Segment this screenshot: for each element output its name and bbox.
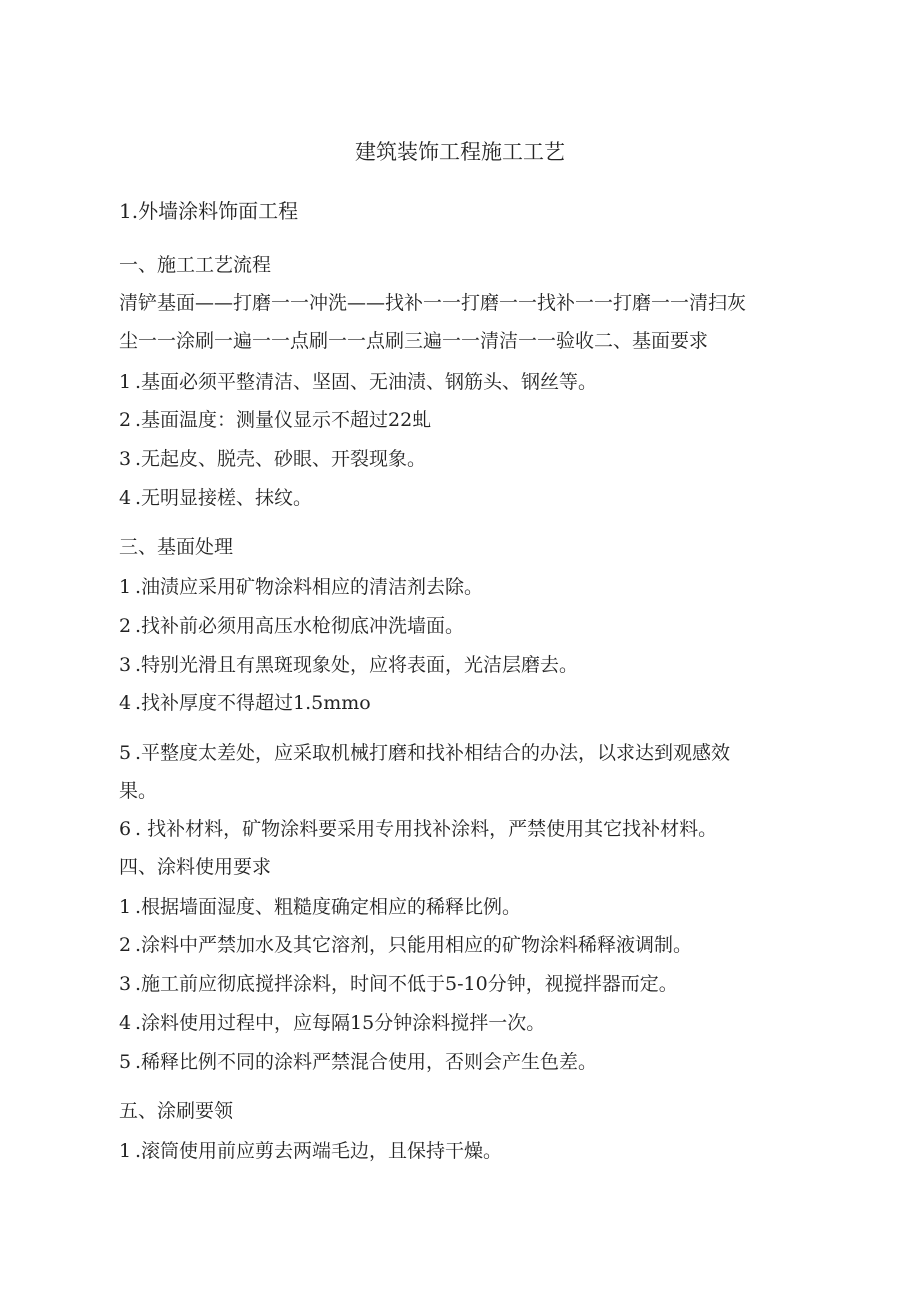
item-number: 5 [119,1051,132,1073]
item-number: 4 [119,487,132,509]
list-item [119,370,597,394]
list-item [119,653,578,677]
process-flow-line-2: 尘一一涂刷一遍一一点刷一一点刷三遍一一清洁一一验收二、基面要求 [119,330,709,352]
list-item [119,691,371,715]
item-text: .基面温度：测量仪显示不超过22虬 [135,409,432,431]
item-text: .基面必须平整清洁、坚固、无油渍、钢筋头、钢丝等。 [135,371,598,393]
item-number: 2 [119,615,132,637]
item-number: 4 [119,1012,132,1034]
item-number: 1 [119,896,132,918]
item-text: 果。 [119,780,158,802]
list-item-continuation [119,779,157,803]
list-item [119,575,483,599]
item-number: 5 [119,742,132,764]
item-text: .找补厚度不得超过1.5mmo [135,692,371,714]
list-item [119,447,426,471]
item-number: 3 [119,973,132,995]
list-item [119,1050,597,1074]
item-text: .稀释比例不同的涂料严禁混合使用，否则会产生色差。 [135,1051,598,1073]
item-number: 6 [119,818,132,840]
item-number: 3 [119,448,132,470]
item-number: 1 [119,576,132,598]
list-item [119,933,692,957]
heading-base-treatment: 三、基面处理 [119,536,234,558]
process-flow-line-1: 清铲基面——打磨一一冲洗——找补一一打磨一一找补一一打磨一一清扫灰 [119,292,747,314]
item-text: .滚筒使用前应剪去两端毛边，且保持干燥。 [135,1140,503,1162]
section-heading: 1.外墙涂料饰面工程 [119,199,299,223]
list-item [119,1011,545,1035]
item-text: .油渍应采用矿物涂料相应的清洁剂去除。 [135,576,484,598]
item-number: 1 [119,1140,132,1162]
list-item [119,972,678,996]
heading-brushing-essentials: 五、涂刷要领 [119,1100,234,1122]
list-item [119,614,464,638]
list-item [119,1139,502,1163]
list-item [119,895,521,919]
item-number: 1 [119,371,132,393]
heading-process-flow: 一、施工工艺流程 [119,254,272,276]
item-text: .无明显接槎、抹纹。 [135,487,313,509]
heading-coating-requirements: 四、涂料使用要求 [119,856,272,878]
list-item [119,486,312,510]
item-text: .根据墙面湿度、粗糙度确定相应的稀释比例。 [135,896,522,918]
item-text: .涂料使用过程中，应每隔15分钟涂料搅拌一次。 [135,1012,546,1034]
item-number: 2 [119,409,132,431]
list-item [119,408,431,432]
item-text: . 找补材料，矿物涂料要采用专用找补涂料，严禁使用其它找补材料。 [135,818,718,840]
document-title: 建筑装饰工程施工工艺 [355,140,565,164]
item-number: 3 [119,654,132,676]
item-text: .找补前必须用高压水枪彻底冲洗墙面。 [135,615,465,637]
item-number: 2 [119,934,132,956]
item-text: .平整度太差处，应采取机械打磨和找补相结合的办法，以求达到观感效 [135,742,731,764]
list-item [119,741,730,765]
item-number: 4 [119,692,132,714]
item-text: .施工前应彻底搅拌涂料，时间不低于5-10分钟，视搅拌器而定。 [135,973,678,995]
item-text: .特别光滑且有黑斑现象处，应将表面，光洁层磨去。 [135,654,579,676]
item-text: .无起皮、脱壳、砂眼、开裂现象。 [135,448,427,470]
item-text: .涂料中严禁加水及其它溶剂，只能用相应的矿物涂料稀释液调制。 [135,934,693,956]
list-item [119,817,717,841]
